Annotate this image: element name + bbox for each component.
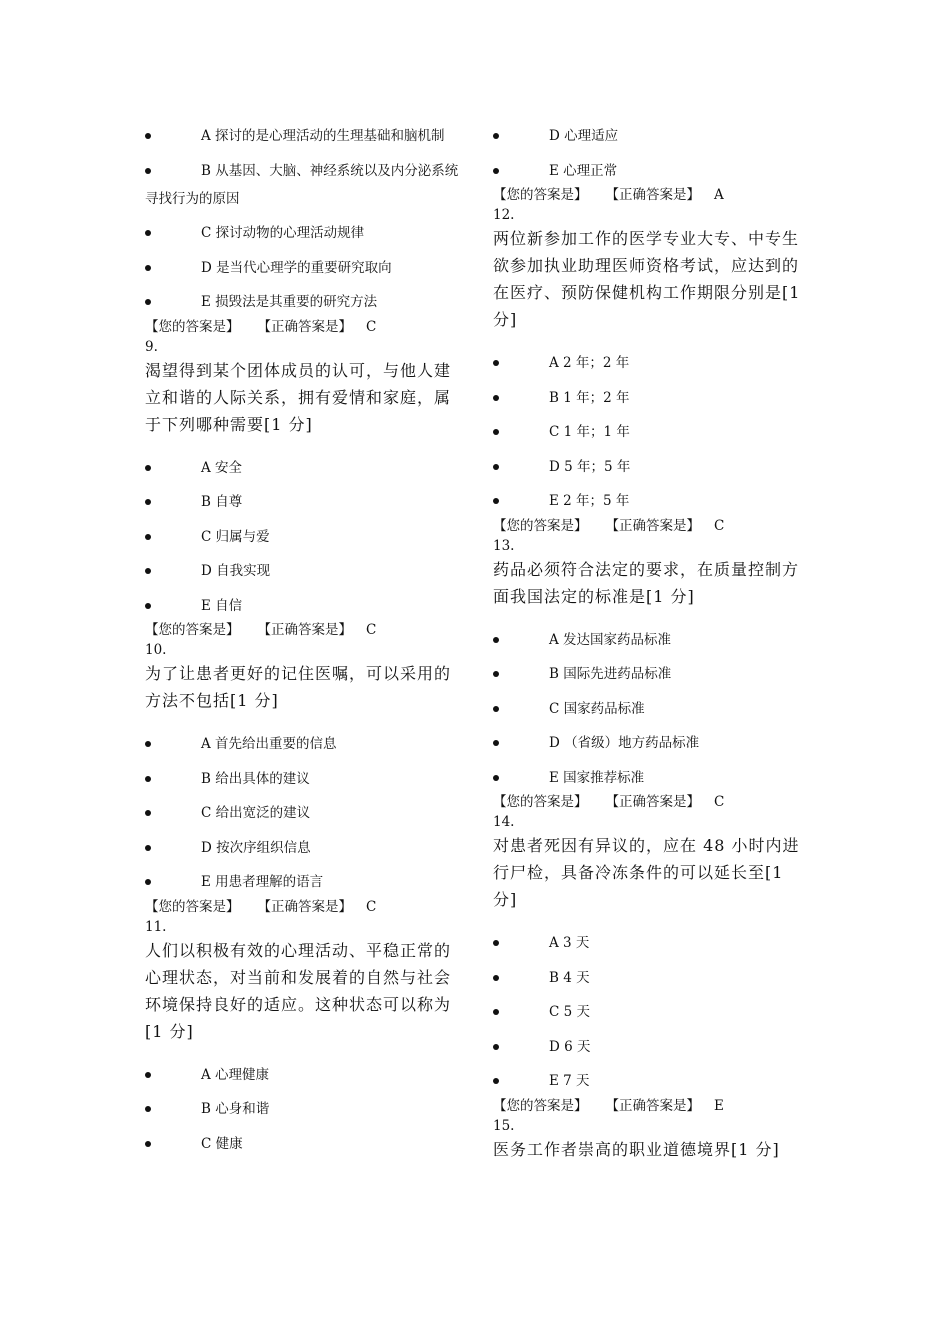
q12-option-e[interactable]: E 2 年；5 年 — [493, 487, 808, 515]
q11-option-d[interactable]: D 心理适应 — [493, 122, 808, 150]
q11-option-e[interactable]: E 心理正常 — [493, 157, 808, 185]
bullet-icon — [493, 671, 499, 677]
bullet-icon — [145, 299, 151, 305]
q9-option-b[interactable]: B 自尊 — [145, 488, 463, 516]
q14-number: 14. — [493, 814, 515, 830]
q9-correct-answer: C — [366, 622, 377, 638]
bullet-icon — [145, 499, 151, 505]
bullet-icon — [145, 1072, 151, 1078]
q10-option-c[interactable]: C 给出宽泛的建议 — [145, 799, 463, 827]
q13-answer-line: 【您的答案是】 【正确答案是】 C — [493, 794, 725, 810]
q12-option-a[interactable]: A 2 年；2 年 — [493, 349, 808, 377]
q8-option-e[interactable]: E 损毁法是其重要的研究方法 — [145, 288, 463, 316]
q10-option-b[interactable]: B 给出具体的建议 — [145, 765, 463, 793]
q9-number: 9. — [145, 338, 158, 355]
q10-option-e[interactable]: E 用患者理解的语言 — [145, 868, 463, 896]
bullet-icon — [493, 775, 499, 781]
bullet-icon — [145, 1141, 151, 1147]
q10-option-a[interactable]: A 首先给出重要的信息 — [145, 730, 463, 758]
q9-option-e[interactable]: E 自信 — [145, 592, 463, 620]
q14-answer-line: 【您的答案是】 【正确答案是】 E — [493, 1097, 724, 1114]
q8-option-d[interactable]: D 是当代心理学的重要研究取向 — [145, 254, 463, 282]
bullet-icon — [145, 776, 151, 782]
right-column — [493, 122, 808, 1179]
q12-option-b[interactable]: B 1 年；2 年 — [493, 384, 808, 412]
q12-correct-answer: C — [714, 517, 725, 534]
left-column — [145, 122, 463, 1164]
q12-answer-line: 【您的答案是】 【正确答案是】 C — [493, 517, 725, 534]
q10-number: 10. — [145, 642, 167, 658]
bullet-icon — [145, 810, 151, 816]
bullet-icon — [145, 845, 151, 851]
bullet-icon — [493, 1044, 499, 1050]
q13-correct-answer: C — [714, 794, 725, 810]
q14-option-b[interactable]: B 4 天 — [493, 964, 808, 992]
bullet-icon — [493, 706, 499, 712]
q8-option-a[interactable]: A 探讨的是心理活动的生理基础和脑机制 — [145, 122, 463, 150]
bullet-icon — [145, 230, 151, 236]
bullet-icon — [145, 465, 151, 471]
q14-option-e[interactable]: E 7 天 — [493, 1067, 808, 1095]
q12-option-d[interactable]: D 5 年；5 年 — [493, 453, 808, 481]
q9-option-c[interactable]: C 归属与爱 — [145, 523, 463, 551]
bullet-icon — [145, 741, 151, 747]
q9-option-a[interactable]: A 安全 — [145, 454, 463, 482]
q11-option-a[interactable]: A 心理健康 — [145, 1061, 463, 1089]
bullet-icon — [145, 1106, 151, 1112]
q13-option-d[interactable]: D （省级）地方药品标准 — [493, 729, 808, 757]
bullet-icon — [493, 1009, 499, 1015]
q8-option-c[interactable]: C 探讨动物的心理活动规律 — [145, 219, 463, 247]
bullet-icon — [493, 975, 499, 981]
q14-option-d[interactable]: D 6 天 — [493, 1033, 808, 1061]
q13-number: 13. — [493, 537, 515, 554]
q11-number: 11. — [145, 918, 167, 935]
q11-option-c[interactable]: C 健康 — [145, 1130, 463, 1158]
q12-option-c[interactable]: C 1 年；1 年 — [493, 418, 808, 446]
bullet-icon — [145, 168, 151, 174]
q14-correct-answer: E — [714, 1097, 724, 1114]
q14-option-c[interactable]: C 5 天 — [493, 998, 808, 1026]
q10-answer-line: 【您的答案是】 【正确答案是】 C — [145, 898, 377, 915]
q8-answer-line: 【您的答案是】 【正确答案是】 C — [145, 318, 377, 335]
q11-correct-answer: A — [714, 187, 724, 203]
q11-text: 人们以积极有效的心理活动、平稳正常的心理状态，对当前和发展着的自然与社会环境保持良好的适应。这种状态可以称为[1 分] — [145, 940, 452, 1041]
bullet-icon — [145, 534, 151, 540]
q13-text: 药品必须符合法定的要求，在质量控制方面我国法定的标准是[1 分] — [493, 559, 800, 606]
bullet-icon — [145, 568, 151, 574]
bullet-icon — [493, 940, 499, 946]
q8-option-b[interactable]: B 从基因、大脑、神经系统以及内分泌系统寻找行为的原因 — [145, 162, 459, 207]
q12-text: 两位新参加工作的医学专业大专、中专生欲参加执业助理医师资格考试，应达到的在医疗、预防保健机构工作期限分别是[1 分] — [493, 229, 801, 329]
q10-correct-answer: C — [366, 898, 377, 915]
bullet-icon — [145, 879, 151, 885]
bullet-icon — [145, 133, 151, 139]
bullet-icon — [493, 168, 499, 174]
bullet-icon — [493, 429, 499, 435]
bullet-icon — [493, 133, 499, 139]
bullet-icon — [145, 603, 151, 609]
q13-option-c[interactable]: C 国家药品标准 — [493, 695, 808, 723]
q14-option-a[interactable]: A 3 天 — [493, 929, 808, 957]
q13-option-b[interactable]: B 国际先进药品标准 — [493, 660, 808, 688]
bullet-icon — [493, 395, 499, 401]
bullet-icon — [145, 265, 151, 271]
q15-number: 15. — [493, 1117, 515, 1134]
q8-correct-answer: C — [366, 318, 377, 335]
bullet-icon — [493, 637, 499, 643]
q9-option-d[interactable]: D 自我实现 — [145, 557, 463, 585]
q10-text: 为了让患者更好的记住医嘱，可以采用的方法不包括[1 分] — [145, 664, 452, 710]
q11-option-b[interactable]: B 心身和谐 — [145, 1095, 463, 1123]
bullet-icon — [493, 360, 499, 366]
q12-number: 12. — [493, 207, 515, 223]
q13-option-e[interactable]: E 国家推荐标准 — [493, 764, 808, 792]
bullet-icon — [493, 1078, 499, 1084]
bullet-icon — [493, 464, 499, 470]
bullet-icon — [493, 740, 499, 746]
q15-text: 医务工作者崇高的职业道德境界[1 分] — [493, 1139, 780, 1159]
q13-option-a[interactable]: A 发达国家药品标准 — [493, 626, 808, 654]
bullet-icon — [493, 498, 499, 504]
q11-answer-line: 【您的答案是】 【正确答案是】 A — [493, 187, 724, 203]
q10-option-d[interactable]: D 按次序组织信息 — [145, 834, 463, 862]
q14-text: 对患者死因有异议的，应在 48 小时内进行尸检，具备冷冻条件的可以延长至[1 分] — [493, 836, 800, 909]
q9-text: 渴望得到某个团体成员的认可，与他人建立和谐的人际关系，拥有爱情和家庭，属于下列哪种需要[1 分] — [145, 360, 452, 434]
q9-answer-line: 【您的答案是】 【正确答案是】 C — [145, 622, 377, 638]
